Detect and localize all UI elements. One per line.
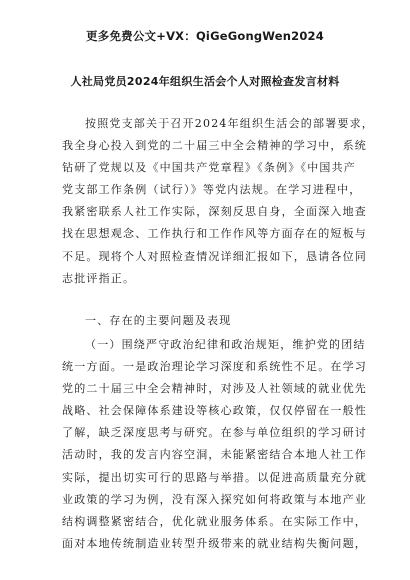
paragraph-line: 党的二十届三中全会精神时，对涉及人社领域的就业优先 [62,382,367,396]
paragraph-line: 面对本地传统制造业转型升级带来的就业结构失衡问题， [62,536,367,550]
paragraph-line: 业政策的学习为例，没有深入探究如何将政策与本地产业 [62,492,367,506]
paragraph-line: （一）围绕严守政治纪律和政治规矩，维护党的团结 [85,338,366,351]
intro-paragraph [62,113,374,290]
paragraph-line: 活动时，我的发言内容空洞，未能紧密结合本地人社工作 [62,448,367,462]
document-title: 人社局党员2024年组织生活会个人对照检查发言材料 [70,75,340,88]
paragraph-line: 了解，缺乏深度思考与研究。在参与单位组织的学习研讨 [62,426,367,440]
paragraph-line: 不足。现将个人对照检查情况详细汇报如下，恳请各位同 [62,249,367,263]
paragraph-line: 志批评指正。 [62,271,136,285]
paragraph-line: 找在思想观念、工作执行和工作作风等方面存在的短板与 [62,227,367,241]
paragraph-line: 按照党支部关于召开2024年组织生活会的部署要求， [85,117,374,130]
paragraph-line: 钻研了党规以及《中国共产党章程》《条例》《中国共产 [62,161,356,175]
paragraph-line: 我全身心投入到党的二十届三中全会精神的学习中，系统 [62,139,367,153]
paragraph-line: 实际，提出切实可行的思路与举措。以促进高质量充分就 [62,470,367,484]
problem-paragraph [62,334,367,555]
paragraph-line: 我紧密联系人社工作实际，深刻反思自身，全面深入地查 [62,205,367,219]
paragraph-line: 统一方面。一是政治理论学习深度和系统性不足。在学习 [62,360,367,374]
promo-banner: 更多免费公文+VX：QiGeGongWen2024 [86,29,324,43]
section-heading: 一、存在的主要问题及表现 [85,314,232,327]
paragraph-line: 结构调整紧密结合，优化就业服务体系。在实际工作中， [62,514,367,528]
paragraph-line: 党支部工作条例（试行）》等党内法规。在学习进程中， [62,183,362,197]
paragraph-line: 战略、社会保障体系建设等核心政策，仅仅停留在一般性 [62,404,367,418]
